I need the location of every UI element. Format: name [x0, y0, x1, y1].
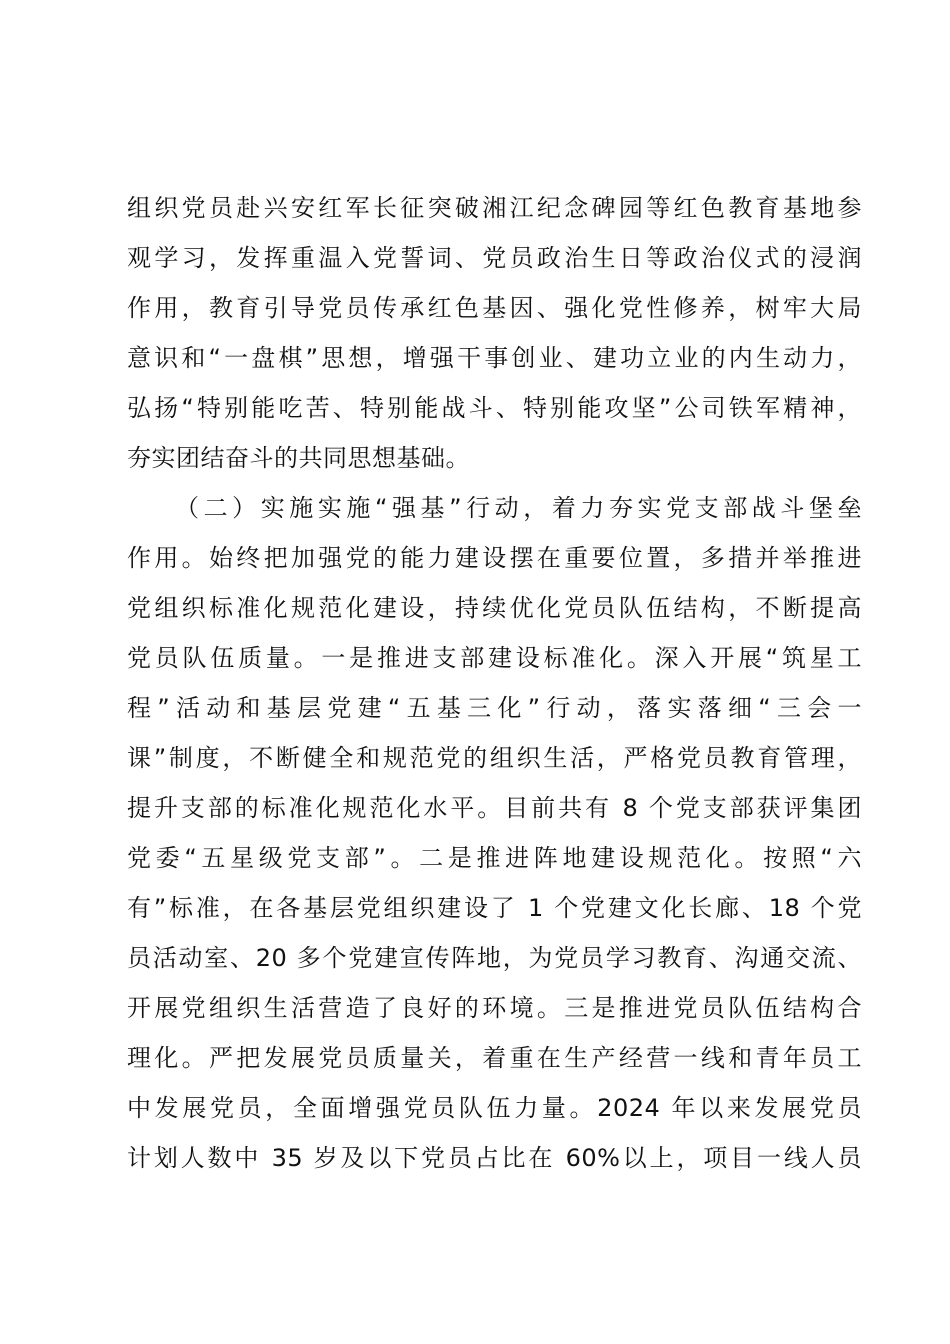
text-line: 组织党员赴兴安红军长征突破湘江纪念碑园等红色教育基地参 [127, 194, 862, 222]
text-line: 党组织标准化规范化建设，持续优化党员队伍结构，不断提高 [127, 594, 862, 622]
text-line: 夯实团结奋斗的共同思想基础。 [127, 444, 470, 472]
text-line: 观学习，发挥重温入党誓词、党员政治生日等政治仪式的浸润 [127, 244, 862, 272]
text-line: 作用，教育引导党员传承红色基因、强化党性修养，树牢大局 [127, 294, 862, 322]
text-line: 理化。严把发展党员质量关，着重在生产经营一线和青年员工 [127, 1044, 862, 1072]
text-line: 程”活动和基层党建“五基三化”行动，落实落细“三会一 [127, 694, 862, 722]
text-line: 开展党组织生活营造了良好的环境。三是推进党员队伍结构合 [127, 994, 862, 1022]
text-line: 党委“五星级党支部”。二是推进阵地建设规范化。按照“六 [127, 844, 862, 872]
body-text [127, 183, 862, 1183]
text-line: 员活动室、20 多个党建宣传阵地，为党员学习教育、沟通交流、 [127, 944, 862, 972]
text-line: 中发展党员，全面增强党员队伍力量。2024 年以来发展党员 [127, 1094, 862, 1122]
section-heading-line: （二）实施实施“强基”行动，着力夯实党支部战斗堡垒 [175, 494, 862, 522]
text-line: 提升支部的标准化规范化水平。目前共有 8 个党支部获评集团 [127, 794, 862, 822]
text-line: 作用。始终把加强党的能力建设摆在重要位置，多措并举推进 [127, 544, 862, 572]
text-line: 有”标准，在各基层党组织建设了 1 个党建文化长廊、18 个党 [127, 894, 862, 922]
text-line: 弘扬“特别能吃苦、特别能战斗、特别能攻坚”公司铁军精神， [127, 394, 862, 422]
text-line: 计划人数中 35 岁及以下党员占比在 60%以上，项目一线人员 [127, 1144, 862, 1172]
text-line: 党员队伍质量。一是推进支部建设标准化。深入开展“筑星工 [127, 644, 862, 672]
text-line: 课”制度，不断健全和规范党的组织生活，严格党员教育管理， [127, 744, 862, 772]
text-line: 意识和“一盘棋”思想，增强干事创业、建功立业的内生动力， [127, 344, 862, 372]
